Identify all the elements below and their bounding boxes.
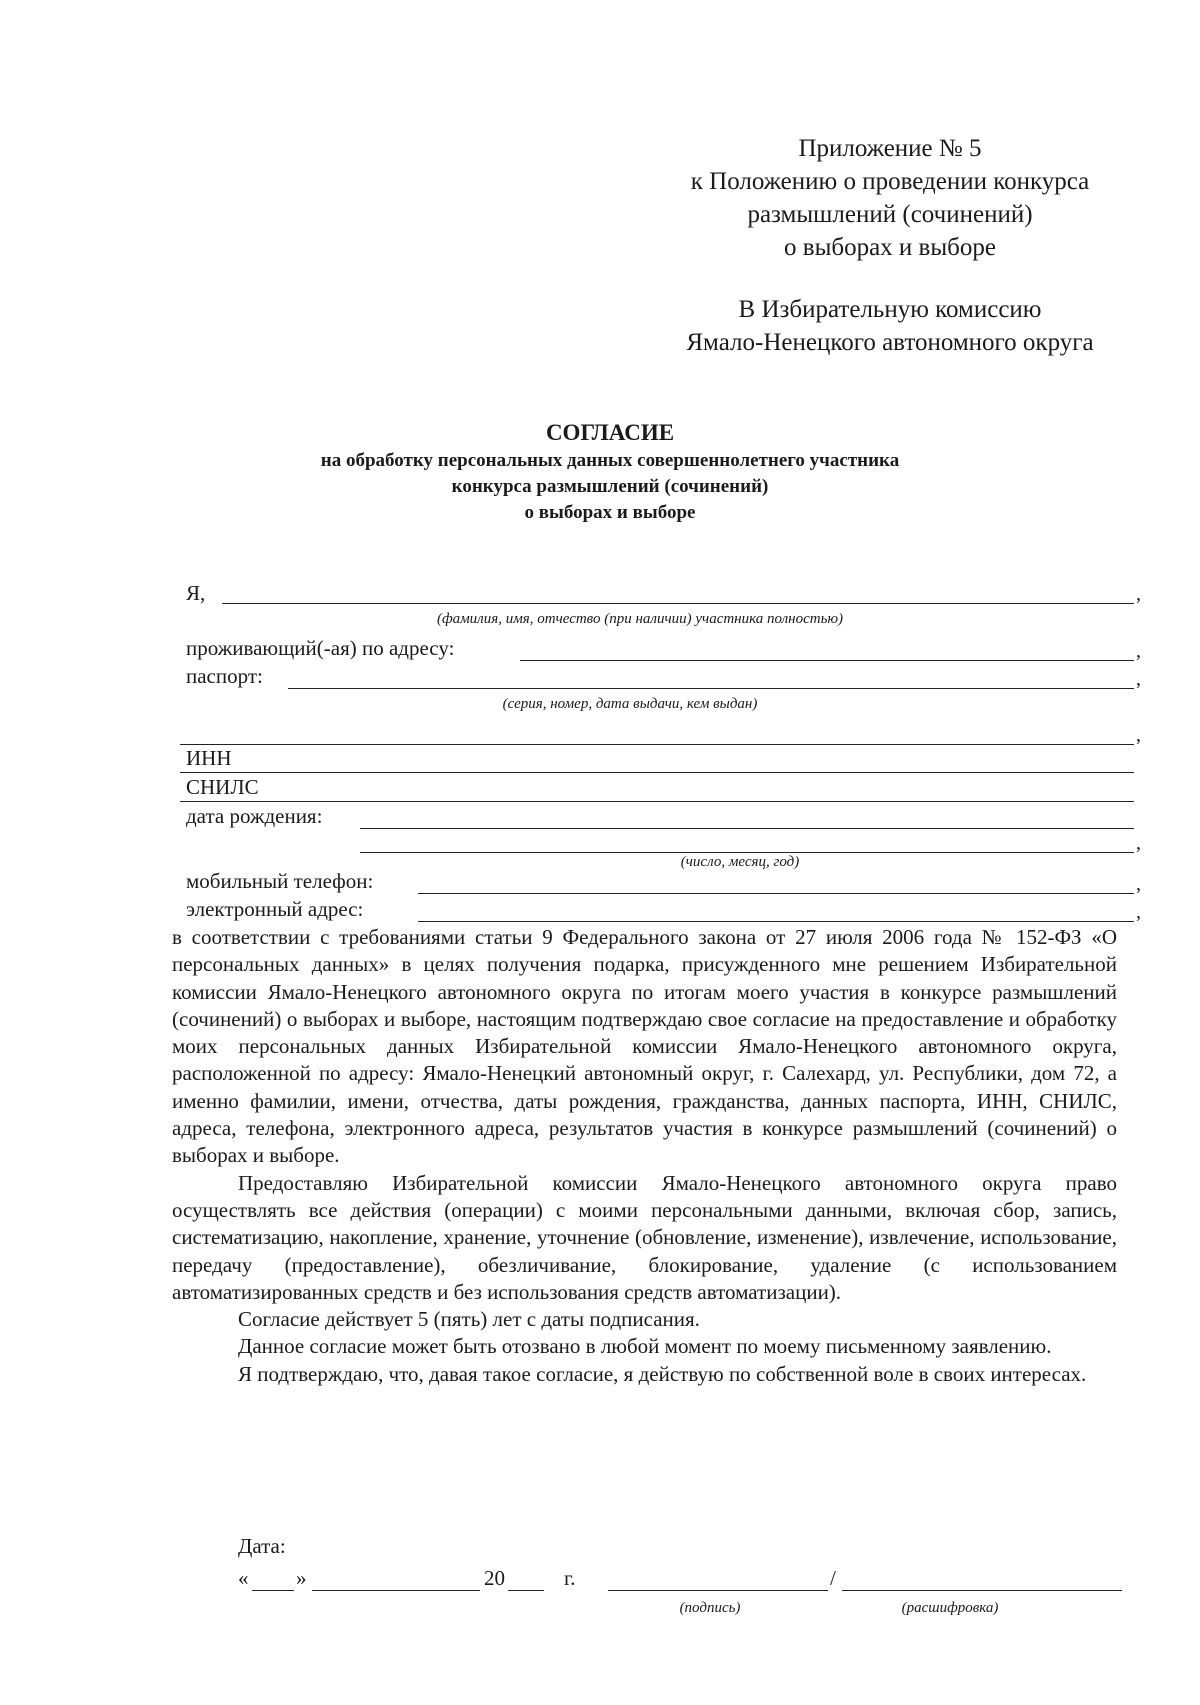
birth-input-line[interactable] <box>360 828 1134 829</box>
passport-input-line[interactable] <box>288 688 1134 689</box>
year-suffix: г. <box>564 1566 576 1590</box>
email-label: электронный адрес: <box>186 897 364 921</box>
consent-paragraph-5: Я подтверждаю, что, давая такое согласие, я действую по собственной воле в своих интересах. <box>238 1361 1087 1386</box>
regulation-line-2: размышлений (сочинений) <box>747 201 1033 228</box>
title-sub-3: о выборах и выборе <box>524 502 696 523</box>
comma: , <box>1136 832 1141 854</box>
consent-body <box>172 924 1117 1388</box>
date-label: Дата: <box>238 1534 286 1558</box>
inn-label: ИНН <box>186 746 232 770</box>
day-input-line[interactable] <box>252 1590 294 1591</box>
passport-hint: (серия, номер, дата выдачи, кем выдан) <box>502 696 758 712</box>
regulation-line-3: о выборах и выборе <box>784 234 996 261</box>
addressee <box>640 293 1140 359</box>
date-open-quote: « <box>238 1566 249 1590</box>
comma: , <box>1136 901 1141 923</box>
signature-input-line[interactable] <box>608 1590 828 1591</box>
year-prefix: 20 <box>484 1566 505 1590</box>
appendix-header <box>650 132 1130 264</box>
passport-continuation-line[interactable] <box>180 744 1134 745</box>
date-row <box>238 1566 1138 1596</box>
comma: , <box>1136 583 1141 605</box>
title-sub-1: на обработку персональных данных совершеннолетнего участника <box>320 450 900 471</box>
regulation-line-1: к Положению о проведении конкурса <box>690 168 1090 195</box>
year-input-line[interactable] <box>508 1590 544 1591</box>
consent-paragraph-3: Согласие действует 5 (пять) лет с даты подписания. <box>238 1307 700 1332</box>
address-input-line[interactable] <box>520 660 1134 661</box>
address-label: проживающий(-ая) по адресу: <box>186 636 455 660</box>
birth-label: дата рождения: <box>186 804 323 828</box>
comma: , <box>1136 640 1141 662</box>
consent-paragraph-2: Предоставляю Избирательной комиссии Ямало-Ненецкого автономного округа право осуществлять все действия (операции) с моими персональными данными, включая сбор, запись, систематизацию, накопление, хранение, уточнение (обновление, изменение), извлечение, использование, передачу (предоставление), обезличивание, блокирование, удаление (с использованием автоматизированных средств и без использования средств автоматизации). <box>172 1170 1117 1304</box>
comma: , <box>1136 724 1141 746</box>
addressee-line-1: В Избирательную комиссию <box>738 296 1042 323</box>
comma: , <box>1136 668 1141 690</box>
passport-label: паспорт: <box>186 664 263 688</box>
snils-label: СНИЛС <box>186 775 259 799</box>
phone-label: мобильный телефон: <box>186 869 374 893</box>
title-main: СОГЛАСИЕ <box>545 420 675 445</box>
signature-hint: (подпись) <box>679 1600 741 1616</box>
consent-paragraph-1: в соответствии с требованиями статьи 9 Федерального закона от 27 июля 2006 года № 152-ФЗ «О персональных данных» в целях получения подарка, присужденного мне решением Избирательной комиссии Ямало-Ненецкого автономного округа по итогам моего участия в конкурсе размышлений (сочинений) о выборах и выборе, настоящим подтверждаю свое согласие на предоставление и обработку моих персональных данных Избирательной комиссии Ямало-Ненецкого автономного округа, расположенной по адресу: Ямало-Ненецкий автономный округ, г. Салехард, ул. Республики, дом 72, а именно фамилии, имени, отчества, даты рождения, гражданства, данных паспорта, ИНН, СНИЛС, адреса, телефона, электронного адреса, результатов участия в конкурсе размышлений (сочинений) о выборах и выборе. <box>172 925 1117 1168</box>
birth-hint: (число, месяц, год) <box>680 854 800 870</box>
birth-second-line[interactable] <box>360 852 1134 853</box>
title-sub-2: конкурса размышлений (сочинений) <box>451 476 769 497</box>
inn-input-line[interactable] <box>180 772 1134 773</box>
name-input-line[interactable] <box>222 603 1134 604</box>
decoding-input-line[interactable] <box>842 1590 1122 1591</box>
document-title <box>180 418 1040 526</box>
email-input-line[interactable] <box>418 921 1134 922</box>
snils-input-line[interactable] <box>180 801 1134 802</box>
addressee-line-2: Ямало-Ненецкого автономного округа <box>686 329 1094 356</box>
phone-input-line[interactable] <box>418 893 1134 894</box>
comma: , <box>1136 873 1141 895</box>
slash: / <box>830 1566 836 1590</box>
appendix-number: Приложение № 5 <box>798 135 982 162</box>
date-close-quote: » <box>296 1566 307 1590</box>
decoding-hint: (расшифровка) <box>901 1600 999 1616</box>
consent-paragraph-4: Данное согласие может быть отозвано в любой момент по моему письменному заявлению. <box>238 1334 1052 1359</box>
name-hint: (фамилия, имя, отчество (при наличии) участника полностью) <box>436 611 844 627</box>
name-prefix: Я, <box>186 581 206 605</box>
month-input-line[interactable] <box>312 1590 480 1591</box>
